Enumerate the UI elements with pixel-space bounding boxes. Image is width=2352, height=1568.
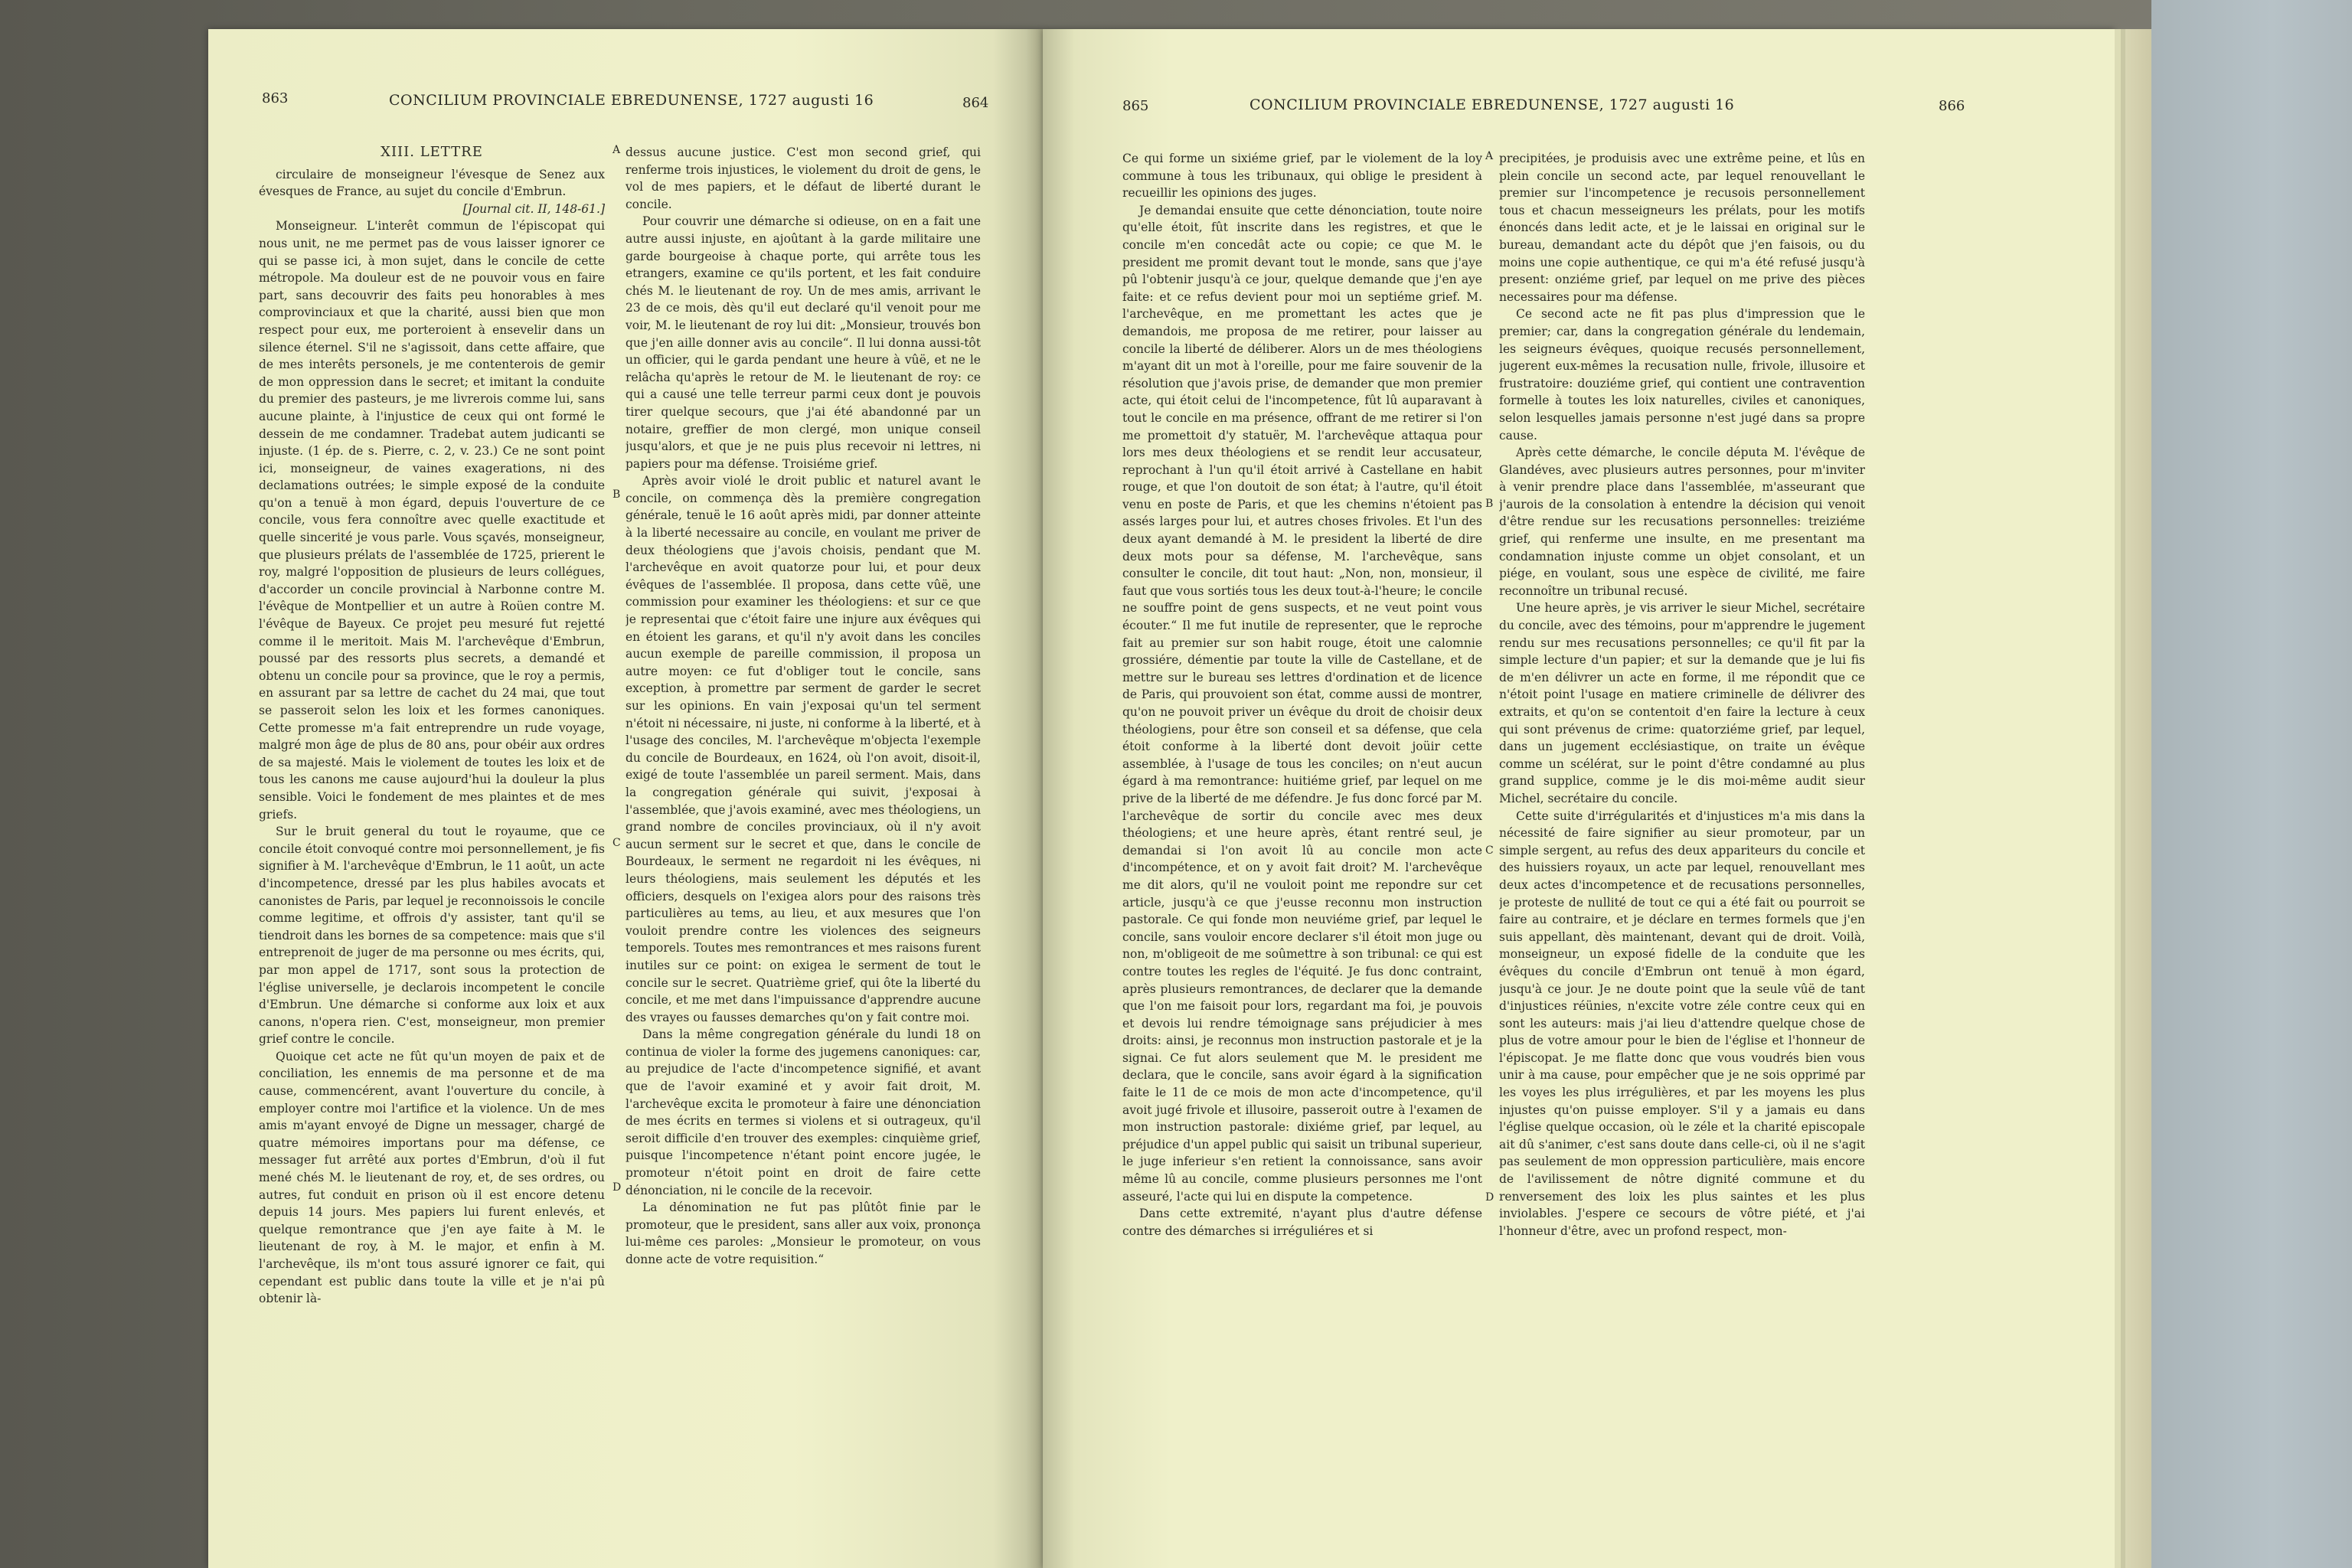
- paragraph: precipitées, je produisis avec une extrême peine, et lûs en plein concile un second acte, par lequel renouvellant le premier sur l'incompetence je recusois personnellement tous et chacun messeigneurs les prélats, pour les motifs énoncés dans ledit acte, et je le laissai en original sur le bureau, demandant acte du dépôt que j'en faisois, ou du moins une copie authentique, ce qui m'a été refusé jusqu'à present: onziéme grief, par lequel on me prive des pièces necessaires pour ma défense.: [1499, 152, 1865, 304]
- page-number-864: 864: [962, 95, 989, 111]
- page-number-863: 863: [262, 90, 289, 106]
- paragraph: Une heure après, je vis arriver le sieur Michel, secrétaire du concile, avec des témoins, pour m'apprendre le jugement rendu sur mes recusations personnelles; ce qu'il fit par la simple lecture d'un papier; et sur la demande que je lui fis de m'en délivrer un acte en forme, il me répondit que ce n'étoit point l'usage en matiere criminelle de délivrer des extraits, et qu'on se contentoit d'en faire la lecture à ceux qui sont prévenus de crime: quatorziéme grief, par lequel, dans un jugement ecclésiastique, on traite un évêque comme un scélérat, sur le point d'être condamné au plus grand supplice, comme je le dis moi-même audit sieur Michel, secrétaire du concile.: [1499, 601, 1865, 805]
- paragraph: Pour couvrir une démarche si odieuse, on en a fait une autre aussi injuste, en ajoûtant à la garde militaire une garde bourgeoise à chaque porte, qui arrête tous les etrangers, examine ce qu'ils portent, et les fait conduire chés M. le lieutenant de roy. Un de mes amis, arrivant le 23 de ce mois, dès qu'il eut declaré qu'il venoit pour me voir, M. le lieutenant de roy lui dit: „Monsieur, trouvés bon que j'en aille donner avis au concile“. Il lui donna aussi-tôt un officier, qui le garda pendant une heure à vûë, et ne le relâcha qu'après le retour de M. le lieutenant de roy: ce qui a causé une telle terreur parmi ceux dont je pouvois tirer quelque secours, que j'ai été abandonné par un notaire, greffier de mon clergé, mon unique conseil jusqu'alors, et que je ne puis plus recevoir ni lettres, ni papiers pour ma défense. Troisiéme grief.: [626, 214, 981, 471]
- paragraph: Ce qui forme un sixiéme grief, par le violement de la loy commune à tous les tribunaux, qui oblige le president à recueillir les opinions des juges.: [1122, 152, 1482, 201]
- paragraph: Ce second acte ne fit pas plus d'impression que le premier; car, dans la congregation générale du lendemain, les seigneurs évêques, quoique recusés personnellement, jugerent eux-mêmes la recusation nulle, frivole, illusoire et frustratoire: douziéme grief, qui contient une contravention formelle à toutes les loix naturelles, civiles et canoniques, selon lesquelles jamais personne n'est jugé dans sa propre cause.: [1499, 307, 1865, 443]
- running-header-right: CONCILIUM PROVINCIALE EBREDUNENSE, 1727 augusti 16: [1250, 96, 1735, 113]
- left-page-column-2: [626, 144, 981, 1568]
- paragraph: Je demandai ensuite que cette dénonciation, toute noire qu'elle étoit, fût inscrite dans les registres, et que le concile m'en concedât acte ou copie; ce que M. le president me promit devant tout le monde, sans que j'aye pû l'obtenir jusqu'à ce jour, quelque demande que j'en aye faite: et ce refus devient pour moi un septiéme grief. M. l'archevêque, en me promettant les actes que je demandois, me proposa de me retirer, pour laisser au concile la liberté de déliberer. Alors un de mes théologiens m'ayant dit un mot à l'oreille, pour me faire souvenir de la résolution que j'avois prise, de demander que mon premier acte, qui étoit celui de l'incompetence, fût lû auparavant à tout le concile en ma présence, offrant de me retirer si l'on me promettoit d'y statuër, M. l'archevêque attaqua pour lors mes deux théologiens et se rendit leur accusateur, reprochant à l'un qu'il étoit arrivé à Castellane en habit rouge, et que l'on doutoit de son état; à l'autre, qu'il étoit venu en poste de Paris, et que les chemins n'étoient pas assés larges pour lui, et autres choses frivoles. Et l'un des deux ayant demandé à M. le president la liberté de dire deux mots pour sa défense, M. l'archevêque, sans consulter le concile, dit tout haut: „Non, non, monsieur, il faut que vous sortiés tous les deux tout-à-l'heure; le concile ne souffre point de gens suspects, et ne veut point vous écouter.“ Il me fut inutile de representer, que le reproche fait au premier sur son habit rouge, étoit une calomnie grossiére, démentie par toute la ville de Castellane, et de mettre sur le bureau ses lettres d'ordination et de licence de Paris, qui prouvoient son état, comme aussi de montrer, qu'on ne pouvoit priver un évêque du droit de choisir deux théologiens, pour être son conseil et sa défense, que cela étoit conforme à la liberté dont devoit joüir cette assemblée, à l'usage de tous les conciles; on n'eut aucun égard à ma remontrance: huitiéme grief, par lequel on me prive de la liberté de me défendre. Je fus donc forcé par M. l'archevêque de sortir du concile avec mes deux théologiens; et une heure après, étant rentré seul, je demandai si l'on avoit lû au concile mon acte d'incompétence, et on y avoit fait droit? M. l'archevêque me dit alors, qu'il ne vouloit point me repondre sur cet article, jusqu'à ce que j'eusse reconnu mon instruction pastorale. Ce qui fonde mon neuviéme grief, par lequel le concile, sans vouloir encore declarer s'il étoit mon juge ou non, m'obligeoit de me soûmettre à son tribunal: ce qui est contre toutes les regles de l'équité. Je fus donc contraint, après plusieurs remontrances, de declarer que la demande que l'on me faisoit pour lors, regardant ma foi, je pouvois et devois lui rendre témoignage sans préjudicier à mes droits: ainsi, je reconnus mon instruction pastorale et je la signai. Ce fut alors seulement que M. le president me declara, que le concile, sans avoir égard à la signification faite le 11 de ce mois de mon acte d'incompetence, qu'il avoit jugé frivole et illusoire, passeroit outre à l'examen de mon instruction pastorale: dixiéme grief, par lequel, au préjudice d'un appel public qui saisit un tribunal superieur, le juge inferieur s'en retient la connoissance, sans avoir même lû au concile, comme plusieurs personnes me l'ont asseuré, l'acte qui lui en dispute la competence.: [1122, 203, 1482, 1204]
- right-page-column-2: [1499, 150, 1865, 1568]
- paragraph: Monseigneur. L'interêt commun de l'épiscopat qui nous unit, ne me permet pas de vous laisser ignorer ce qui se passe ici, à mon sujet, dans le concile de cette métropole. Ma douleur est de ne pouvoir vous en faire part, sans decouvrir des faits peu honorables à mes comprovinciaux et que la charité, aussi bien que mon respect pour eux, me porteroient à ensevelir dans un silence éternel. S'il ne s'agissoit, dans cette affaire, que de mes interêts personels, je me contenterois de gemir de mon oppression dans le secret; et imitant la conduite du premier des pasteurs, je me livrerois comme lui, sans aucune plainte, à l'injustice de ceux qui ont formé le dessein de me condamner. Tradebat autem judicanti se injuste. (1 ép. de s. Pierre, c. 2, v. 23.) Ce ne sont point ici, monseigneur, de vaines exagerations, ni des declamations outrées; le simple exposé de la conduite qu'on a tenuë à mon égard, depuis l'ouverture de ce concile, vous fera connoître avec quelle exactitude et quelle sincerité je vous parle. Vous sçavés, monseigneur, que plusieurs prélats de l'assemblée de 1725, prierent le roy, malgré l'opposition de plusieurs de leurs collégues, d'accorder un concile provincial à Narbonne contre M. l'évêque de Montpellier et un autre à Roüen contre M. l'évêque de Bayeux. Ce projet peu mesuré fut rejetté comme il le meritoit. Mais M. l'archevêque d'Embrun, poussé par des ressorts plus secrets, a demandé et obtenu un concile pour sa province, que le roy a permis, en assurant par sa lettre de cachet du 24 mai, que tout se passeroit selon les loix et les formes canoniques. Cette promesse m'a fait entreprendre un rude voyage, malgré mon âge de plus de 80 ans, pour obéir aux ordres de sa majesté. Mais le violement de toutes les loix et de tous les canons me cause aujourd'hui la douleur la plus sensible. Voici le fondement de mes plaintes et de mes griefs.: [259, 219, 605, 822]
- letter-source: [Journal cit. II, 148-61.]: [462, 201, 605, 216]
- margin-letter-b: B: [612, 488, 621, 501]
- page-number-865: 865: [1122, 98, 1149, 114]
- left-page-column-1: [259, 144, 605, 1568]
- left-page: [208, 29, 1043, 1568]
- paragraph: La dénomination ne fut pas plûtôt finie par le promoteur, que le president, sans aller aux voix, prononça lui-même ces paroles: „Monsieur le promoteur, on vous donne acte de votre requisition.“: [626, 1200, 981, 1266]
- paragraph: Après avoir violé le droit public et naturel avant le concile, on commença dès la première congregation générale, tenuë le 16 août après midi, par donner atteinte à la liberté necessaire au concile, en voulant me priver de deux théologiens que j'avois choisis, pendant que M. l'archevêque en avoit quatorze pour lui, et pour deux évêques de l'assemblée. Il proposa, dans cette vûë, une commission pour examiner les théologiens: et sur ce que je representai que c'étoit faire une injure aux évêques qui en étoient les garans, et qu'il n'y avoit dans les conciles aucun exemple de pareille commission, il proposa un autre moyen: ce fut d'obliger tout le concile, sans exception, à promettre par serment de garder le secret sur les opinions. En vain j'exposai qu'un tel serment n'étoit ni nécessaire, ni juste, ni conforme à la liberté, et à l'usage des conciles, M. l'archevêque m'objecta l'exemple du concile de Bourdeaux, en 1624, où l'on avoit, disoit-il, exigé de toute l'assemblée un pareil serment. Mais, dans la congregation générale qui suivit, j'exposai à l'assemblée, que j'avois examiné, avec mes théologiens, un grand nombre de conciles provinciaux, où il n'y avoit aucun serment sur le secret et que, dans le concile de Bourdeaux, le serment ne regardoit ni les évêques, ni leurs théologiens, mais seulement les députés et les officiers, desquels on l'exigea alors pour des raisons très particulières au tems, au lieu, et aux mesures que l'on vouloit prendre contre les violences des seigneurs temporels. Toutes mes remontrances et mes raisons furent inutiles sur ce point: on exigea le serment de tout le concile sur le secret. Quatrième grief, qui ôte la liberté du concile, et me met dans l'impuissance d'apprendre aucune des vrayes ou fausses demarches qu'on y fait contre moi.: [626, 474, 981, 1024]
- right-page-column-1: [1122, 150, 1482, 1568]
- margin-letter-c-right: C: [1485, 844, 1494, 857]
- paragraph: Sur le bruit general du tout le royaume, que ce concile étoit convoqué contre moi personnellement, je fis signifier à M. l'archevêque d'Embrun, le 11 août, un acte d'incompetence, dressé par les plus habiles avocats et canonistes de Paris, par lequel je reconnoissois le concile comme legitime, et offrois d'y assister, tant qu'il se tiendroit dans les bornes de sa competence: mais que s'il entreprenoit de juger de ma personne ou mes écrits, qui, par mon appel de 1717, sont sous la protection de l'église universelle, je declarois incompetent le concile d'Embrun. Une démarche si conforme aux loix et aux canons, n'opera rien. C'est, monseigneur, mon premier grief contre le concile.: [259, 825, 605, 1047]
- paragraph: Dans cette extremité, n'ayant plus d'autre défense contre des démarches si irréguliéres et si: [1122, 1207, 1482, 1238]
- margin-letter-d-right: D: [1485, 1191, 1494, 1204]
- paragraph: Dans la même congregation générale du lundi 18 on continua de violer la forme des jugemens canoniques: car, au prejudice de l'acte d'incompetence signifié, et avant que de l'avoir examiné et y avoir fait droit, M. l'archevêque excita le promoteur à faire une dénonciation de mes écrits en termes si violens et si outrageux, qu'il seroit difficile d'en trouver des exemples: cinquième grief, puisque l'incompetence n'étant point encore jugée, le promoteur n'étoit point en droit de faire cette dénonciation, ni le concile de la recevoir.: [626, 1027, 981, 1197]
- margin-letter-c: C: [612, 837, 621, 849]
- page-number-866: 866: [1939, 98, 1965, 114]
- scanner-background: [2151, 0, 2352, 1568]
- margin-letter-b-right: B: [1485, 498, 1494, 510]
- running-header-left: CONCILIUM PROVINCIALE EBREDUNENSE, 1727 augusti 16: [389, 92, 874, 109]
- paragraph: Quoique cet acte ne fût qu'un moyen de paix et de conciliation, les ennemis de ma personne et de ma cause, commencérent, avant l'ouverture du concile, à employer contre moi l'artifice et la violence. Un de mes amis m'ayant envoyé de Digne un messager, chargé de quatre mémoires importans pour ma défense, ce messager fut arrêté aux portes d'Embrun, d'où il fut mené chés M. le lieutenant de roy, et, de ses ordres, ou autres, fut conduit en prison où il est encore detenu depuis 14 jours. Mes papiers lui furent enlevés, et quelque remontrance que j'en aye faite à M. le lieutenant de roy, à M. le major, et enfin à M. l'archevêque, ils m'ont tous assuré ignorer ce fait, qui cependant est public dans toute la ville et je n'ai pû obtenir là-: [259, 1049, 605, 1306]
- page-edge-strip: [2115, 29, 2121, 1568]
- right-page: [1043, 29, 2115, 1568]
- letter-title: XIII. LETTRE: [381, 144, 483, 160]
- margin-letter-d: D: [612, 1181, 622, 1194]
- paragraph: Cette suite d'irrégularités et d'injustices m'a mis dans la nécessité de faire signifier au sieur promoteur, par un simple sergent, au refus des deux appariteurs du concile et des huissiers royaux, un acte par lequel, renouvellant mes deux actes d'incompetence et de recusations personnelles, je proteste de nullité de tout ce qui a été fait ou pourroit se faire au contraire, et je déclare en termes formels que j'en suis appellant, dès maintenant, devant qui de droit. Voilà, monseigneur, un exposé fidelle de la conduite que les évêques du concile d'Embrun ont tenuë à mon égard, jusqu'à ce jour. Je ne doute point que la seule vûë de tant d'injustices réünies, n'excite votre zéle contre ceux qui en sont les auteurs: mais j'ai lieu d'attendre quelque chose de plus de votre amour pour le bien de l'église et l'honneur de l'épiscopat. Je me flatte donc que vous voudrés bien vous unir à ma cause, pour empêcher que je ne sois opprimé par les voyes les plus irrégulières, et par les moyens les plus injustes qu'on puisse employer. S'il y a jamais eu dans l'église quelque occasion, où le zéle et la charité episcopale ait dû s'animer, c'est sans doute dans celle-ci, où il ne s'agit pas seulement de mon oppression particulière, mais encore de l'avilissement de nôtre dignité commune et du renversement des loix les plus saintes et les plus inviolables. J'espere ce secours de vôtre piété, et j'ai l'honneur d'être, avec un profond respect, mon-: [1499, 808, 1865, 1238]
- book-edge: [2125, 29, 2151, 1568]
- letter-subtitle: circulaire de monseigneur l'évesque de Senez aux évesques de France, au sujet du concile d'Embrun.: [259, 167, 605, 199]
- paragraph: dessus aucune justice. C'est mon second grief, qui renferme trois injustices, le violement du droit de gens, le vol de mes papiers, et le défaut de liberté durant le concile.: [626, 145, 981, 211]
- paragraph: Après cette démarche, le concile députa M. l'évêque de Glandéves, avec plusieurs autres personnes, pour m'inviter à venir prendre place dans l'assemblée, m'asseurant que j'aurois de la consolation à entendre la décision qui venoit d'être rendue sur les recusations personnelles: treiziéme grief, qui renferme une insulte, en me presentant ma condamnation injuste comme un objet consolant, et un piége, en voulant, sous une espèce de civilité, me faire reconnoître un tribunal recusé.: [1499, 446, 1865, 598]
- margin-letter-a-right: A: [1485, 150, 1494, 162]
- margin-letter-a: A: [612, 144, 621, 156]
